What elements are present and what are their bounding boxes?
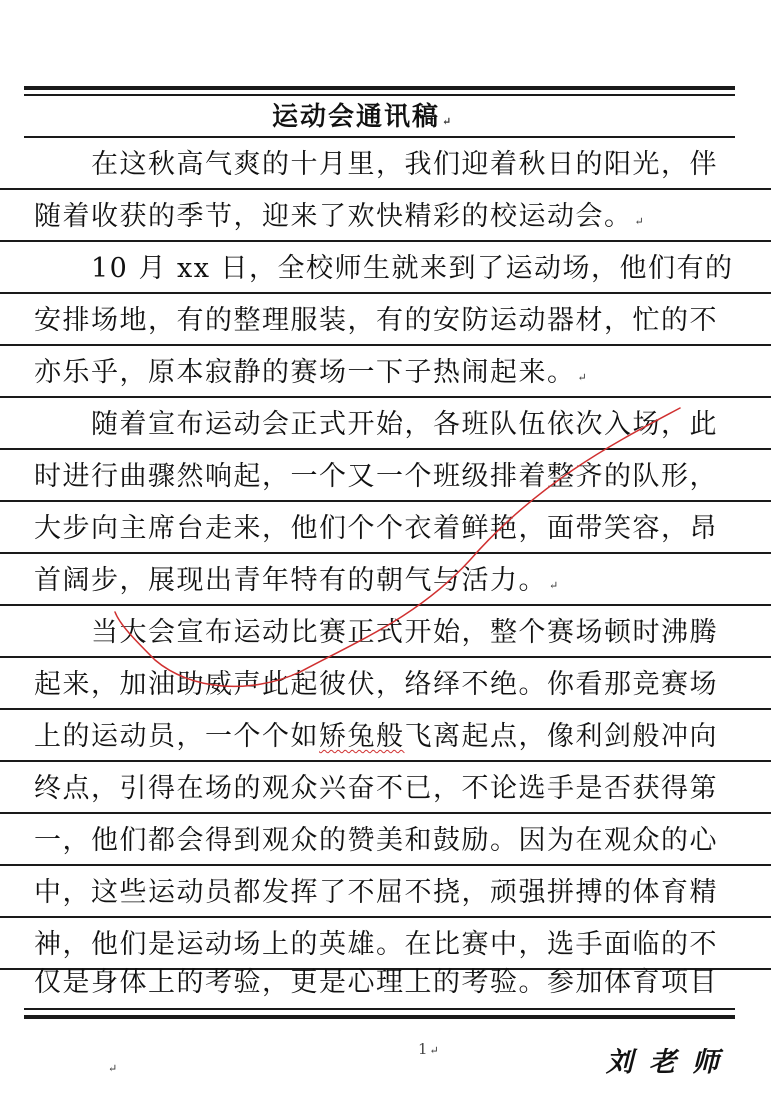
line-text: 安排场地，有的整理服装，有的安防运动器材，忙的不 (34, 305, 718, 336)
line-text-span: 首阔步，展现出青年特有的朝气与活力。 (34, 565, 547, 596)
spellcheck-squiggle-text[interactable]: 矫兔般 (319, 721, 405, 752)
page-number (418, 1040, 439, 1058)
title-text: 运动会通讯稿 (272, 102, 441, 132)
line-text-before: 上的运动员，一个个如 (34, 721, 319, 752)
paragraph-mark: ↵ (577, 371, 587, 384)
teacher-signature: 刘老师 (606, 1047, 735, 1078)
line-text: 一，他们都会得到观众的赞美和鼓励。因为在观众的心 (34, 825, 718, 856)
annotation-stroke (115, 408, 680, 686)
line-text: 大步向主席台走来，他们个个衣着鲜艳，面带笑容，昂 (34, 513, 718, 544)
line-text: 终点，引得在场的观众兴奋不已，不论选手是否获得第 (34, 773, 718, 804)
line-text: 当大会宣布运动比赛正式开始，整个赛场顿时沸腾 (34, 617, 718, 648)
line-text-span: 亦乐乎，原本寂静的赛场一下子热闹起来。 (34, 357, 576, 388)
line-text: 起来，加油助威声此起彼伏，络绎不绝。你看那竞赛场 (34, 669, 718, 700)
line-text: 随着宣布运动会正式开始，各班队伍依次入场，此 (34, 409, 718, 440)
paragraph-mark: ↵ (549, 579, 559, 592)
line-text: 仅是身体上的考验，更是心理上的考验。参加体育项目 (34, 967, 718, 998)
page-number-text: 1 (418, 1040, 428, 1058)
line-text: 在这秋高气爽的十月里，我们迎着秋日的阳光，伴 (34, 149, 718, 180)
line-text: 时进行曲骤然响起，一个又一个班级排着整齐的队形， (34, 461, 718, 492)
paragraph-mark: ↵ (429, 1044, 439, 1057)
line-text-after: 飞离起点，像利剑般冲向 (404, 721, 718, 752)
line-text: 神，他们是运动场上的英雄。在比赛中，选手面临的不 (34, 929, 718, 960)
line-text: 10 月 xx 日，全校师生就来到了运动场，他们有的 (34, 253, 734, 284)
paragraph-mark: ↵ (634, 215, 644, 228)
line-text-span: 随着收获的季节，迎来了欢快精彩的校运动会。 (34, 201, 633, 232)
line-text: 中，这些运动员都发挥了不屈不挠，顽强拼搏的体育精 (34, 877, 718, 908)
paragraph-mark: ↵ (442, 115, 452, 128)
paragraph-mark: ↵ (108, 1062, 118, 1075)
